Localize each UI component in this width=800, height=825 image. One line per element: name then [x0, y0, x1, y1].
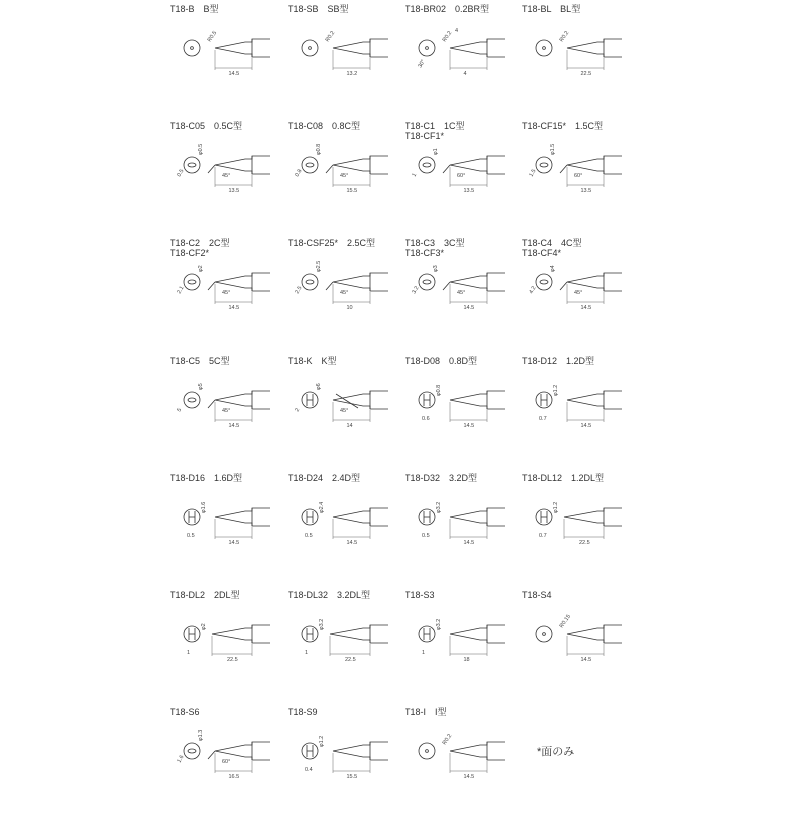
side-view: [450, 508, 505, 526]
end-view: [184, 509, 200, 525]
dimension-lines: [450, 50, 487, 70]
length-label: 14.5: [463, 540, 475, 546]
width-label: 0.5: [176, 168, 186, 178]
angle-label: 45°: [340, 290, 349, 296]
angle-label: 45°: [574, 290, 583, 296]
end-view: [184, 626, 200, 642]
tip-model-label: T18-BR02 0.2BR型: [405, 4, 490, 14]
width-label: 3.2: [411, 285, 421, 295]
side-view: [330, 625, 388, 643]
length-label: 16.5: [228, 774, 240, 780]
end-view: [536, 157, 552, 173]
end-view: [419, 392, 435, 408]
dimension-lines: [567, 402, 604, 422]
side-view: [212, 625, 270, 643]
tip-title: [288, 4, 349, 14]
side-view: [450, 625, 505, 643]
tip-drawing: [170, 487, 280, 557]
tip-model-label: T18-DL32 3.2DL型: [288, 590, 371, 600]
tip-cell: [170, 473, 288, 591]
length-label: 14.5: [580, 305, 592, 311]
length-label: 14.5: [228, 71, 240, 77]
end-view: [419, 743, 435, 759]
tip-drawing: [288, 487, 398, 557]
tip-drawing: [522, 487, 632, 557]
tip-drawing: [405, 604, 515, 674]
side-view: [333, 508, 388, 526]
side-view: [333, 39, 388, 57]
width-label: 2.1: [176, 285, 186, 295]
dimension-lines: [450, 519, 487, 539]
angle-label: 60°: [574, 173, 583, 179]
tip-model-label: T18-DL12 1.2DL型: [522, 473, 605, 483]
tip-drawing: [288, 18, 398, 88]
side-view: [215, 508, 270, 526]
tip-model-label: T18-C1 1C型: [405, 121, 465, 131]
length-label: 14.5: [228, 540, 240, 546]
length-label: 14.5: [580, 423, 592, 429]
width-label: 2: [294, 407, 302, 413]
side-view: [333, 742, 388, 760]
length-label: 14.5: [580, 657, 592, 663]
tip-cell: [405, 121, 523, 239]
length-label: 14.5: [346, 540, 358, 546]
length-label: 14.5: [463, 305, 475, 311]
side-view: [326, 273, 388, 291]
tip-model-label: T18-D32 3.2D型: [405, 473, 478, 483]
diameter-label: φ6: [316, 383, 322, 390]
tip-cell: [288, 356, 406, 474]
tip-drawing: [522, 252, 632, 322]
side-view: [450, 742, 505, 760]
side-view: [208, 742, 270, 760]
width-label: 1.5: [528, 168, 538, 178]
thickness-label: 0.6: [422, 416, 430, 422]
tip-drawing: [288, 721, 398, 791]
end-view: [184, 392, 200, 408]
tip-drawing: [170, 604, 280, 674]
diameter-label: φ1: [433, 148, 439, 155]
tip-alt-model-label: T18-CF2*: [170, 248, 210, 258]
dimension-lines: [215, 50, 252, 70]
tip-cell: [170, 238, 288, 356]
end-view: [302, 392, 318, 408]
length-label: 18: [463, 657, 470, 663]
diameter-label: φ4: [550, 265, 556, 272]
tip-drawing: [405, 721, 515, 791]
length-label: 22.5: [227, 657, 238, 663]
end-view: [419, 626, 435, 642]
tip-title: [170, 4, 219, 14]
diameter-label: φ1.5: [550, 143, 556, 155]
tip-cell: [288, 707, 406, 825]
length-label: 22.5: [580, 71, 592, 77]
dimension-lines: [215, 402, 252, 422]
thickness-label: 0.7: [539, 533, 547, 539]
tip-cell: [522, 356, 640, 474]
end-view: [184, 157, 200, 173]
dimension-lines: [215, 753, 252, 773]
length-label: 15.5: [346, 188, 358, 194]
tip-title: [288, 356, 337, 366]
tip-model-label: T18-CSF25* 2.5C型: [288, 238, 376, 248]
tip-drawing: [288, 135, 398, 205]
tip-model-label: T18-D08 0.8D型: [405, 356, 478, 366]
end-view: [536, 274, 552, 290]
tip-title: [405, 707, 447, 717]
angle-label: 45°: [222, 408, 231, 414]
side-view: [560, 156, 622, 174]
side-view: [208, 273, 270, 291]
tip-drawing: [522, 18, 632, 88]
end-view: [419, 274, 435, 290]
diameter-label: φ3.2: [436, 501, 442, 513]
dimension-lines: [450, 753, 487, 773]
dimension-lines: [450, 636, 487, 656]
tip-alt-model-label: T18-CF4*: [522, 248, 562, 258]
tip-alt-model-label: T18-CF3*: [405, 248, 445, 258]
tip-model-label: T18-S6: [170, 707, 200, 717]
tip-cell: [170, 356, 288, 474]
side-view: [564, 508, 622, 526]
tip-model-label: T18-C2 2C型: [170, 238, 230, 248]
radius-label: R0.15: [558, 613, 573, 630]
length-label: 4: [463, 71, 467, 77]
end-view: [302, 626, 318, 642]
end-view: [536, 392, 552, 408]
length-label: 15.5: [346, 774, 358, 780]
length-label: 13.5: [228, 188, 240, 194]
diameter-label: φ1.6: [201, 501, 207, 513]
tip-model-label: T18-C05 0.5C型: [170, 121, 243, 131]
tip-cell: [522, 4, 640, 122]
length-label: 13.5: [580, 188, 592, 194]
radius-label: R0.5: [206, 30, 219, 44]
tip-cell: [522, 238, 640, 356]
side-view: [443, 273, 505, 291]
tip-title: [288, 238, 375, 248]
diameter-label: φ1.2: [553, 501, 559, 513]
side-view: [333, 391, 388, 409]
tip-cell: [288, 238, 406, 356]
dimension-lines: [330, 636, 370, 656]
width-label: 1.6: [176, 754, 186, 764]
width-label: 5: [176, 407, 184, 413]
tip-cell: [405, 4, 523, 122]
tip-drawing: [288, 604, 398, 674]
dimension-lines: [333, 167, 370, 187]
width-label: 0.8: [294, 168, 304, 178]
tip-model-label: T18-I I型: [405, 707, 447, 717]
dimension-lines: [450, 402, 487, 422]
tip-model-label: T18-D16 1.6D型: [170, 473, 243, 483]
side-view: [326, 156, 388, 174]
tip-model-label: T18-D12 1.2D型: [522, 356, 595, 366]
diameter-label: φ2.5: [316, 260, 322, 272]
angle-label: 45°: [222, 290, 231, 296]
side-view: [450, 39, 505, 57]
end-view: [536, 509, 552, 525]
diameter-label: φ3.2: [319, 618, 325, 630]
end-view: [302, 274, 318, 290]
angle-label: 45°: [340, 408, 349, 414]
tip-title: [288, 590, 370, 600]
end-view: [184, 743, 200, 759]
dimension-lines: [567, 50, 604, 70]
tip-cell: [288, 590, 406, 708]
tip-title: [405, 356, 477, 366]
end-view: [302, 157, 318, 173]
tip-cell: [405, 590, 523, 708]
tip-title: [288, 707, 318, 717]
offset-label: 4: [455, 28, 459, 34]
radius-label: R0.2: [558, 30, 571, 44]
end-view: [536, 626, 552, 642]
dimension-lines: [333, 50, 370, 70]
thickness-label: 0.4: [305, 767, 313, 773]
side-view: [443, 156, 505, 174]
tip-title: [170, 473, 242, 483]
tip-model-label: T18-K K型: [288, 356, 337, 366]
tip-drawing: [170, 252, 280, 322]
tip-title: [170, 121, 242, 131]
side-view: [567, 625, 622, 643]
tip-title: [170, 590, 240, 600]
diameter-label: φ1.2: [319, 735, 325, 747]
end-view: [419, 40, 435, 56]
dimension-lines: [450, 167, 487, 187]
thickness-label: 1: [422, 650, 426, 656]
dimension-lines: [450, 284, 487, 304]
end-view: [302, 40, 318, 56]
tip-model-label: T18-SB SB型: [288, 4, 349, 14]
side-view: [208, 156, 270, 174]
angle-label: 60°: [222, 759, 231, 765]
end-view: [184, 40, 200, 56]
dimension-lines: [333, 284, 370, 304]
tip-alt-model-label: T18-CF1*: [405, 131, 445, 141]
angle-label: 45°: [457, 290, 466, 296]
tip-model-label: T18-S3: [405, 590, 435, 600]
side-view: [567, 39, 622, 57]
diameter-label: φ3: [433, 265, 439, 272]
tip-cell: [405, 707, 523, 825]
dimension-lines: [567, 167, 604, 187]
tip-cell: [170, 707, 288, 825]
length-label: 14.5: [463, 423, 475, 429]
tip-model-label: T18-C5 5C型: [170, 356, 230, 366]
angle-label: 30°: [417, 58, 427, 69]
side-view: [560, 273, 622, 291]
dimension-lines: [215, 167, 252, 187]
dimension-lines: [333, 402, 370, 422]
tip-model-label: T18-DL2 2DL型: [170, 590, 240, 600]
tip-model-label: T18-BL BL型: [522, 4, 581, 14]
tip-drawing: [405, 18, 515, 88]
diameter-label: φ1.3: [198, 729, 204, 741]
diameter-label: φ0.8: [436, 384, 442, 396]
thickness-label: 0.7: [539, 416, 547, 422]
angle-label: 60°: [457, 173, 466, 179]
end-view: [302, 743, 318, 759]
diameter-label: φ5: [198, 383, 204, 390]
tip-title: [288, 473, 360, 483]
tip-drawing: [170, 721, 280, 791]
radius-label: R0.2: [441, 733, 454, 747]
dimension-lines: [333, 519, 370, 539]
length-label: 22.5: [579, 540, 590, 546]
tip-title: [522, 356, 594, 366]
tip-cell: [522, 473, 640, 591]
dimension-lines: [215, 284, 252, 304]
tip-cell: [288, 121, 406, 239]
dimension-lines: [215, 519, 252, 539]
dimension-lines: [567, 284, 604, 304]
tip-cell: [288, 4, 406, 122]
footnote: *面のみ: [537, 746, 575, 758]
tip-drawing: [522, 135, 632, 205]
angle-label: 45°: [340, 173, 349, 179]
diameter-label: φ0.5: [198, 143, 204, 155]
length-label: 14: [346, 423, 353, 429]
tip-cell: [170, 590, 288, 708]
tip-drawing: [405, 370, 515, 440]
diameter-label: φ3.2: [436, 618, 442, 630]
tip-cell: [405, 356, 523, 474]
tip-drawing: [170, 370, 280, 440]
radius-label: R0.2: [324, 30, 337, 44]
tip-model-label: T18-C4 4C型: [522, 238, 582, 248]
tip-drawing: [288, 252, 398, 322]
tip-title: [405, 4, 489, 14]
tip-drawing: [288, 370, 398, 440]
tip-drawing: [405, 487, 515, 557]
tip-title: [522, 590, 552, 600]
radius-label: R0.2: [441, 30, 454, 44]
tip-drawing: [522, 604, 632, 674]
side-view: [450, 391, 505, 409]
thickness-label: 0.5: [422, 533, 430, 539]
tip-drawing: [170, 18, 280, 88]
tip-title: [170, 356, 230, 366]
end-view: [184, 274, 200, 290]
side-view: [215, 39, 270, 57]
width-label: 4.2: [528, 285, 538, 295]
dimension-lines: [212, 636, 252, 656]
tip-title: [405, 590, 435, 600]
thickness-label: 0.5: [187, 533, 195, 539]
tip-model-label: T18-B B型: [170, 4, 219, 14]
thickness-label: 0.5: [305, 533, 313, 539]
length-label: 14.5: [228, 305, 240, 311]
width-label: 2.5: [294, 285, 304, 295]
tip-model-label: T18-C08 0.8C型: [288, 121, 361, 131]
tip-cell: [170, 4, 288, 122]
length-label: 14.5: [463, 774, 475, 780]
length-label: 13.2: [346, 71, 358, 77]
tip-title: [288, 121, 360, 131]
length-label: 22.5: [345, 657, 356, 663]
tip-model-label: T18-CF15* 1.5C型: [522, 121, 604, 131]
tip-title: [522, 121, 603, 131]
diameter-label: φ2: [198, 265, 204, 272]
tip-cell: [522, 590, 640, 708]
thickness-label: 1: [187, 650, 191, 656]
length-label: 10: [346, 305, 353, 311]
tip-cell: [405, 473, 523, 591]
angle-label: 45°: [222, 173, 231, 179]
end-view: [419, 157, 435, 173]
tip-title: [405, 473, 477, 483]
diameter-label: φ1.2: [553, 384, 559, 396]
dimension-lines: [567, 636, 604, 656]
end-view: [302, 509, 318, 525]
tip-title: [170, 707, 200, 717]
tip-model-label: T18-C3 3C型: [405, 238, 465, 248]
tip-cell: [288, 473, 406, 591]
tip-title: [522, 473, 604, 483]
diameter-label: φ0.8: [316, 143, 322, 155]
diameter-label: φ2.4: [319, 501, 325, 513]
tip-drawing: [522, 370, 632, 440]
thickness-label: 1: [305, 650, 309, 656]
tip-title: [522, 4, 580, 14]
length-label: 14.5: [228, 423, 240, 429]
width-label: 1: [411, 172, 419, 178]
tip-cell: [170, 121, 288, 239]
tip-model-label: T18-S4: [522, 590, 552, 600]
length-label: 13.5: [463, 188, 475, 194]
tip-model-label: T18-D24 2.4D型: [288, 473, 361, 483]
tip-drawing: [405, 252, 515, 322]
tip-model-label: T18-S9: [288, 707, 318, 717]
diameter-label: φ2: [201, 623, 207, 630]
dimension-lines: [564, 519, 604, 539]
tip-cell: [405, 238, 523, 356]
end-view: [536, 40, 552, 56]
tip-drawing: [405, 135, 515, 205]
tip-cell: [522, 121, 640, 239]
side-view: [567, 391, 622, 409]
tip-drawing: [170, 135, 280, 205]
dimension-lines: [333, 753, 370, 773]
side-view: [208, 391, 270, 409]
end-view: [419, 509, 435, 525]
